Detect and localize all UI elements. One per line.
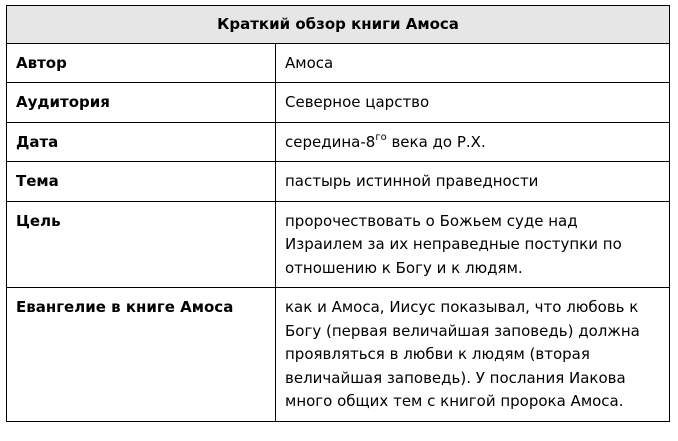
row-label-author: Автор [7, 43, 276, 83]
date-prefix: середина-8 [285, 132, 376, 151]
table-row [7, 43, 670, 83]
table-row [7, 83, 670, 123]
date-superscript: го [375, 131, 387, 143]
amos-summary-table [6, 5, 670, 422]
row-value-audience: Северное царство [276, 83, 670, 123]
row-value-date [276, 122, 670, 162]
row-label-audience: Аудитория [7, 83, 276, 123]
row-value-theme: пастырь истинной праведности [276, 162, 670, 202]
row-value-gospel: как и Амоса, Иисус показывал, что любовь к Богу (первая величайшая заповедь) должна проявляться в любви к людям (вторая величайшая заповедь). У послания Иакова много общих тем с книгой пророка Амоса. [276, 288, 670, 422]
row-label-date: Дата [7, 122, 276, 162]
table-header-row [7, 6, 670, 44]
table-row [7, 122, 670, 162]
table-row [7, 288, 670, 422]
table-row [7, 162, 670, 202]
row-label-purpose: Цель [7, 201, 276, 288]
row-label-gospel: Евангелие в книге Амоса [7, 288, 276, 422]
row-label-theme: Тема [7, 162, 276, 202]
row-value-purpose: пророчествовать о Божьем суде над Израилем за их неправедные поступки по отношению к Богу и к людям. [276, 201, 670, 288]
table-title: Краткий обзор книги Амоса [7, 6, 670, 44]
table-row [7, 201, 670, 288]
date-suffix: века до Р.Х. [386, 132, 486, 151]
row-value-author: Амоса [276, 43, 670, 83]
